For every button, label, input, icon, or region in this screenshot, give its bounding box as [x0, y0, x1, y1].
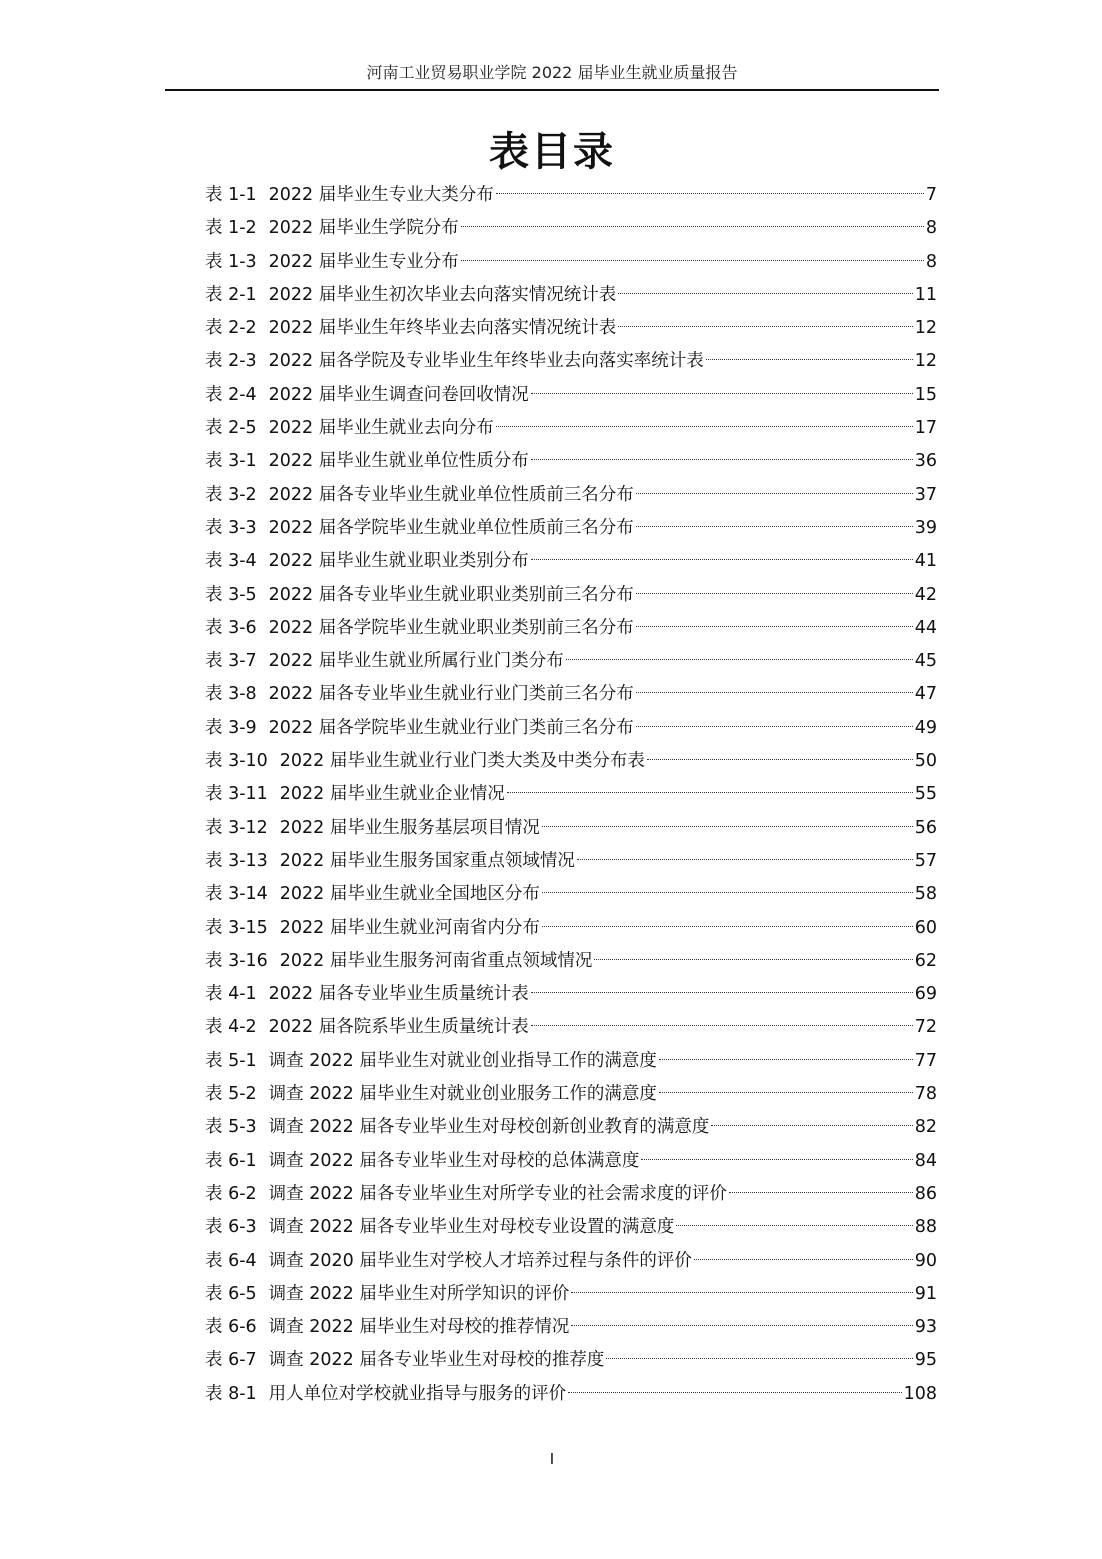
toc-dot-leader: [636, 593, 913, 594]
toc-dot-leader: [566, 659, 913, 660]
toc-entry[interactable]: [205, 579, 937, 612]
toc-entry-page: 15: [914, 384, 937, 405]
toc-dot-leader: [571, 1292, 912, 1293]
toc-entry-title: 2022 届毕业生就业河南省内分布: [279, 917, 540, 938]
toc-entry[interactable]: [205, 912, 937, 945]
toc-entry[interactable]: [205, 1378, 937, 1411]
toc-entry-title: 调查 2022 届毕业生对母校的推荐情况: [268, 1317, 570, 1338]
toc-entry[interactable]: [205, 678, 937, 711]
toc-entry-page: 72: [914, 1017, 937, 1038]
toc-entry-label: 表 1-3: [205, 251, 257, 272]
toc-entry-page: 57: [914, 850, 937, 871]
toc-entry-page: 39: [914, 517, 937, 538]
toc-entry[interactable]: [205, 645, 937, 678]
toc-dot-leader: [461, 260, 924, 261]
toc-entry[interactable]: [205, 1078, 937, 1111]
toc-entry-label: 表 3-7: [205, 651, 257, 672]
toc-dot-leader: [659, 1059, 913, 1060]
toc-entry[interactable]: [205, 479, 937, 512]
toc-dot-leader: [568, 1392, 901, 1393]
toc-entry-title: 2022 届各学院毕业生就业行业门类前三名分布: [268, 717, 634, 738]
toc-entry[interactable]: [205, 1111, 937, 1144]
toc-entry-page: 56: [914, 817, 937, 838]
toc-dot-leader: [636, 726, 913, 727]
toc-entry-title: 2022 届各学院毕业生就业单位性质前三名分布: [268, 517, 634, 538]
toc-entry-title: 2022 届毕业生专业分布: [268, 251, 459, 272]
toc-entry-label: 表 5-1: [205, 1050, 257, 1071]
toc-dot-leader: [659, 1092, 913, 1093]
toc-entry[interactable]: [205, 512, 937, 545]
toc-entry-page: 69: [914, 984, 937, 1005]
toc-entry-title: 2022 届毕业生就业职业类别分布: [268, 551, 529, 572]
toc-entry-title: 2022 届毕业生就业去向分布: [268, 418, 494, 439]
toc-dot-leader: [531, 992, 913, 993]
toc-entry-page: 41: [914, 551, 937, 572]
toc-entry-label: 表 2-5: [205, 418, 257, 439]
page-title: 表目录: [489, 128, 615, 175]
toc-entry[interactable]: [205, 279, 937, 312]
toc-entry-title: 2022 届毕业生服务基层项目情况: [279, 817, 540, 838]
toc-entry-title: 2022 届各学院毕业生就业职业类别前三名分布: [268, 617, 634, 638]
toc-entry[interactable]: [205, 345, 937, 378]
toc-entry[interactable]: [205, 1245, 937, 1278]
toc-entry-title: 用人单位对学校就业指导与服务的评价: [268, 1383, 567, 1404]
toc-dot-leader: [676, 1225, 912, 1226]
toc-entry-title: 调查 2020 届毕业生对学校人才培养过程与条件的评价: [268, 1250, 692, 1271]
toc-entry[interactable]: [205, 1311, 937, 1344]
toc-entry[interactable]: [205, 1145, 937, 1178]
toc-entry-label: 表 2-3: [205, 351, 257, 372]
toc-entry-page: 93: [914, 1317, 937, 1338]
toc-dot-leader: [531, 559, 913, 560]
toc-entry-page: 95: [914, 1350, 937, 1371]
toc-dot-leader: [531, 393, 913, 394]
toc-entry-page: 37: [914, 484, 937, 505]
toc-entry-title: 2022 届毕业生就业全国地区分布: [279, 884, 540, 905]
toc-dot-leader: [729, 1192, 913, 1193]
toc-entry-page: 58: [914, 884, 937, 905]
toc-entry-label: 表 8-1: [205, 1383, 257, 1404]
toc-entry-title: 2022 届毕业生初次毕业去向落实情况统计表: [268, 284, 617, 305]
toc-dot-leader: [571, 1325, 912, 1326]
toc-dot-leader: [636, 626, 913, 627]
toc-entry-label: 表 2-1: [205, 284, 257, 305]
toc-entry-page: 11: [914, 284, 937, 305]
toc-entry[interactable]: [205, 845, 937, 878]
toc-entry-label: 表 6-3: [205, 1217, 257, 1238]
toc-dot-leader: [636, 692, 913, 693]
toc-dot-leader: [647, 759, 913, 760]
toc-dot-leader: [618, 293, 912, 294]
toc-entry-page: 47: [914, 684, 937, 705]
toc-entry[interactable]: [205, 612, 937, 645]
toc-entry-title: 2022 届毕业生就业单位性质分布: [268, 451, 529, 472]
running-header: 河南工业贸易职业学院 2022 届毕业生就业质量报告: [366, 63, 738, 82]
toc-entry-label: 表 3-3: [205, 517, 257, 538]
toc-entry-label: 表 6-4: [205, 1250, 257, 1271]
toc-entry-page: 17: [914, 418, 937, 439]
toc-entry[interactable]: [205, 778, 937, 811]
toc-entry-page: 49: [914, 717, 937, 738]
toc-entry[interactable]: [205, 745, 937, 778]
toc-entry-title: 2022 届毕业生就业企业情况: [279, 784, 505, 805]
toc-entry[interactable]: [205, 246, 937, 279]
toc-entry[interactable]: [205, 1211, 937, 1244]
toc-entry-page: 8: [925, 251, 937, 272]
toc-entry-page: 78: [914, 1084, 937, 1105]
toc-entry[interactable]: [205, 412, 937, 445]
toc-entry-label: 表 2-4: [205, 384, 257, 405]
toc-entry-page: 42: [914, 584, 937, 605]
toc-entry-page: 91: [914, 1283, 937, 1304]
toc-dot-leader: [542, 892, 913, 893]
toc-entry-label: 表 4-2: [205, 1017, 257, 1038]
table-of-contents: [205, 179, 937, 1411]
toc-entry-label: 表 4-1: [205, 984, 257, 1005]
toc-entry[interactable]: [205, 445, 937, 478]
toc-entry-page: 60: [914, 917, 937, 938]
toc-entry-title: 2022 届毕业生专业大类分布: [268, 185, 494, 205]
toc-entry-label: 表 3-11: [205, 784, 268, 805]
toc-entry-page: 84: [914, 1150, 937, 1171]
toc-entry-label: 表 3-15: [205, 917, 268, 938]
toc-entry-page: 77: [914, 1050, 937, 1071]
toc-entry-title: 2022 届毕业生服务河南省重点领域情况: [279, 950, 593, 971]
toc-entry-title: 2022 届各院系毕业生质量统计表: [268, 1017, 529, 1038]
toc-entry[interactable]: [205, 545, 937, 578]
toc-dot-leader: [694, 1259, 913, 1260]
toc-entry-title: 2022 届毕业生服务国家重点领域情况: [279, 850, 575, 871]
toc-entry-label: 表 6-2: [205, 1183, 257, 1204]
toc-entry-label: 表 6-7: [205, 1350, 257, 1371]
toc-entry-page: 44: [914, 617, 937, 638]
toc-entry-label: 表 3-1: [205, 451, 257, 472]
toc-dot-leader: [618, 326, 912, 327]
toc-entry-page: 82: [914, 1117, 937, 1138]
toc-entry-page: 12: [914, 318, 937, 339]
header-rule: [165, 89, 939, 91]
toc-entry-label: 表 3-5: [205, 584, 257, 605]
toc-entry-page: 88: [914, 1217, 937, 1238]
toc-entry-page: 7: [925, 185, 937, 205]
toc-entry-label: 表 6-1: [205, 1150, 257, 1171]
toc-entry-page: 45: [914, 651, 937, 672]
toc-entry-page: 50: [914, 751, 937, 772]
toc-entry-page: 36: [914, 451, 937, 472]
toc-entry-label: 表 3-4: [205, 551, 257, 572]
toc-dot-leader: [496, 193, 924, 194]
toc-entry-page: 12: [914, 351, 937, 372]
toc-entry-title: 2022 届各专业毕业生质量统计表: [268, 984, 529, 1005]
toc-entry-title: 2022 届各学院及专业毕业生年终毕业去向落实率统计表: [268, 351, 704, 372]
toc-entry-label: 表 3-16: [205, 950, 268, 971]
toc-entry-title: 2022 届毕业生就业所属行业门类分布: [268, 651, 564, 672]
toc-entry[interactable]: [205, 712, 937, 745]
toc-entry-label: 表 3-8: [205, 684, 257, 705]
toc-entry[interactable]: [205, 945, 937, 978]
toc-dot-leader: [531, 1025, 913, 1026]
toc-entry-page: 55: [914, 784, 937, 805]
toc-entry-page: 8: [925, 218, 937, 239]
toc-entry-label: 表 3-9: [205, 717, 257, 738]
toc-entry-label: 表 3-2: [205, 484, 257, 505]
toc-dot-leader: [577, 859, 913, 860]
toc-entry-label: 表 3-6: [205, 617, 257, 638]
toc-entry-label: 表 6-6: [205, 1317, 257, 1338]
toc-entry-label: 表 1-1: [205, 185, 257, 205]
page-number: I: [549, 1450, 555, 1468]
toc-entry-title: 2022 届毕业生就业行业门类大类及中类分布表: [279, 751, 645, 772]
toc-entry-label: 表 5-3: [205, 1117, 257, 1138]
toc-entry[interactable]: [205, 1011, 937, 1044]
toc-entry-label: 表 6-5: [205, 1283, 257, 1304]
toc-entry[interactable]: [205, 379, 937, 412]
toc-entry[interactable]: [205, 212, 937, 245]
toc-entry-title: 2022 届各专业毕业生就业单位性质前三名分布: [268, 484, 634, 505]
toc-entry-title: 调查 2022 届各专业毕业生对母校创新创业教育的满意度: [268, 1117, 710, 1138]
toc-entry-label: 表 1-2: [205, 218, 257, 239]
toc-entry-page: 90: [914, 1250, 937, 1271]
toc-entry-title: 2022 届毕业生调查问卷回收情况: [268, 384, 529, 405]
toc-entry[interactable]: [205, 978, 937, 1011]
toc-entry[interactable]: [205, 878, 937, 911]
toc-entry-page: 108: [903, 1383, 937, 1404]
toc-entry-title: 调查 2022 届各专业毕业生对所学专业的社会需求度的评价: [268, 1183, 727, 1204]
toc-entry-page: 86: [914, 1183, 937, 1204]
toc-dot-leader: [542, 926, 913, 927]
toc-entry[interactable]: [205, 1278, 937, 1311]
toc-entry[interactable]: [205, 1045, 937, 1078]
toc-dot-leader: [711, 1125, 912, 1126]
toc-dot-leader: [542, 826, 913, 827]
toc-dot-leader: [496, 426, 913, 427]
toc-entry[interactable]: [205, 312, 937, 345]
toc-entry[interactable]: [205, 1178, 937, 1211]
toc-dot-leader: [641, 1159, 912, 1160]
toc-dot-leader: [531, 459, 913, 460]
toc-dot-leader: [636, 526, 913, 527]
toc-entry-title: 调查 2022 届各专业毕业生对母校的总体满意度: [268, 1150, 640, 1171]
toc-dot-leader: [636, 493, 913, 494]
toc-entry-label: 表 3-12: [205, 817, 268, 838]
toc-entry-title: 2022 届毕业生学院分布: [268, 218, 459, 239]
toc-entry-title: 调查 2022 届各专业毕业生对母校的推荐度: [268, 1350, 605, 1371]
toc-dot-leader: [706, 359, 913, 360]
toc-entry-title: 调查 2022 届毕业生对就业创业服务工作的满意度: [268, 1084, 657, 1105]
toc-entry[interactable]: [205, 812, 937, 845]
toc-entry-label: 表 3-13: [205, 850, 268, 871]
toc-entry-title: 调查 2022 届毕业生对所学知识的评价: [268, 1283, 570, 1304]
toc-entry-title: 2022 届各专业毕业生就业职业类别前三名分布: [268, 584, 634, 605]
toc-entry-page: 62: [914, 950, 937, 971]
toc-entry-title: 2022 届毕业生年终毕业去向落实情况统计表: [268, 318, 617, 339]
toc-entry-label: 表 3-14: [205, 884, 268, 905]
toc-entry-title: 调查 2022 届毕业生对就业创业指导工作的满意度: [268, 1050, 657, 1071]
toc-entry-title: 2022 届各专业毕业生就业行业门类前三名分布: [268, 684, 634, 705]
toc-entry[interactable]: [205, 179, 937, 212]
toc-entry-title: 调查 2022 届各专业毕业生对母校专业设置的满意度: [268, 1217, 675, 1238]
toc-dot-leader: [594, 959, 912, 960]
toc-dot-leader: [507, 792, 913, 793]
toc-entry-label: 表 5-2: [205, 1084, 257, 1105]
toc-entry-label: 表 2-2: [205, 318, 257, 339]
toc-entry-label: 表 3-10: [205, 751, 268, 772]
toc-dot-leader: [461, 226, 924, 227]
toc-entry[interactable]: [205, 1344, 937, 1377]
toc-dot-leader: [606, 1358, 912, 1359]
